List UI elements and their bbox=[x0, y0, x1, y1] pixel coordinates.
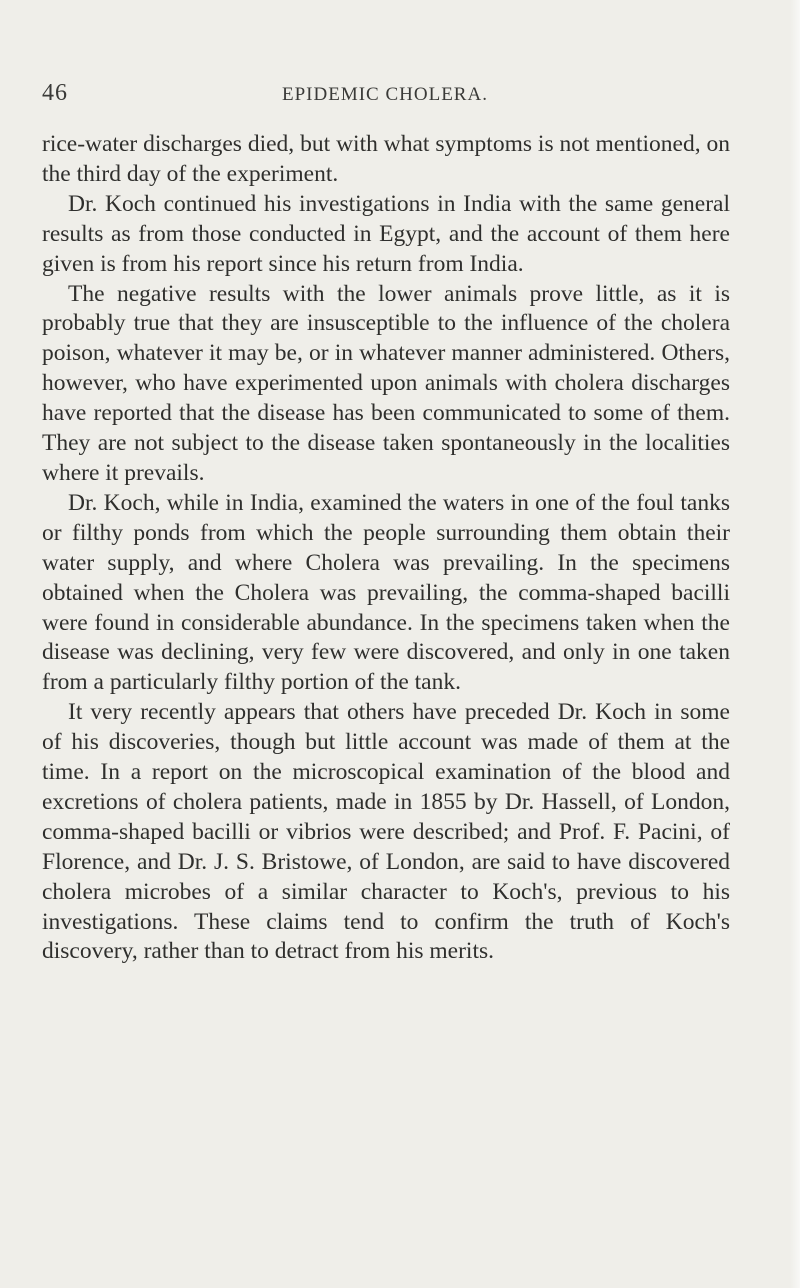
paragraph-2: Dr. Koch continued his investigations in India with the same general results as from those conducted in Egypt, and the account of them here given is from his report since his return from India. bbox=[42, 190, 730, 277]
running-head: EPIDEMIC CHOLERA. bbox=[282, 84, 488, 105]
body-text bbox=[42, 130, 730, 967]
page-number: 46 bbox=[42, 80, 68, 106]
page-edge bbox=[790, 0, 800, 1288]
paragraph-1: rice-water discharges died, but with what symptoms is not mentioned, on the third day of the experiment. bbox=[42, 131, 730, 187]
paragraph-3: The negative results with the lower animals prove little, as it is probably true that they are insusceptible to the influence of the cholera poison, whatever it may be, or in whatever manner administered. Others, however, who have experimented upon animals with cholera discharges have reported that the disease has been communicated to some of them. They are not subject to the disease taken spontaneously in the localities where it prevails. bbox=[42, 280, 730, 486]
paragraph-5: It very recently appears that others have preceded Dr. Koch in some of his discoveries, though but little account was made of them at the time. In a report on the microscopical examination of the blood and excretions of cholera patients, made in 1855 by Dr. Hassell, of London, comma-shaped bacilli or vibrios were described; and Prof. F. Pacini, of Florence, and Dr. J. S. Bristowe, of London, are said to have discovered cholera microbes of a similar character to Koch's, previous to his investigations. These claims tend to confirm the truth of Koch's discovery, rather than to detract from his merits. bbox=[42, 699, 730, 965]
page-header bbox=[42, 80, 682, 112]
paragraph-4: Dr. Koch, while in India, examined the waters in one of the foul tanks or filthy ponds from which the people surrounding them obtain their water supply, and where Cholera was prevailing. In the specimens obtained when the Cholera was prevailing, the comma-shaped bacilli were found in considerable abundance. In the specimens taken when the disease was declining, very few were discovered, and only in one taken from a particularly filthy portion of the tank. bbox=[42, 489, 730, 696]
